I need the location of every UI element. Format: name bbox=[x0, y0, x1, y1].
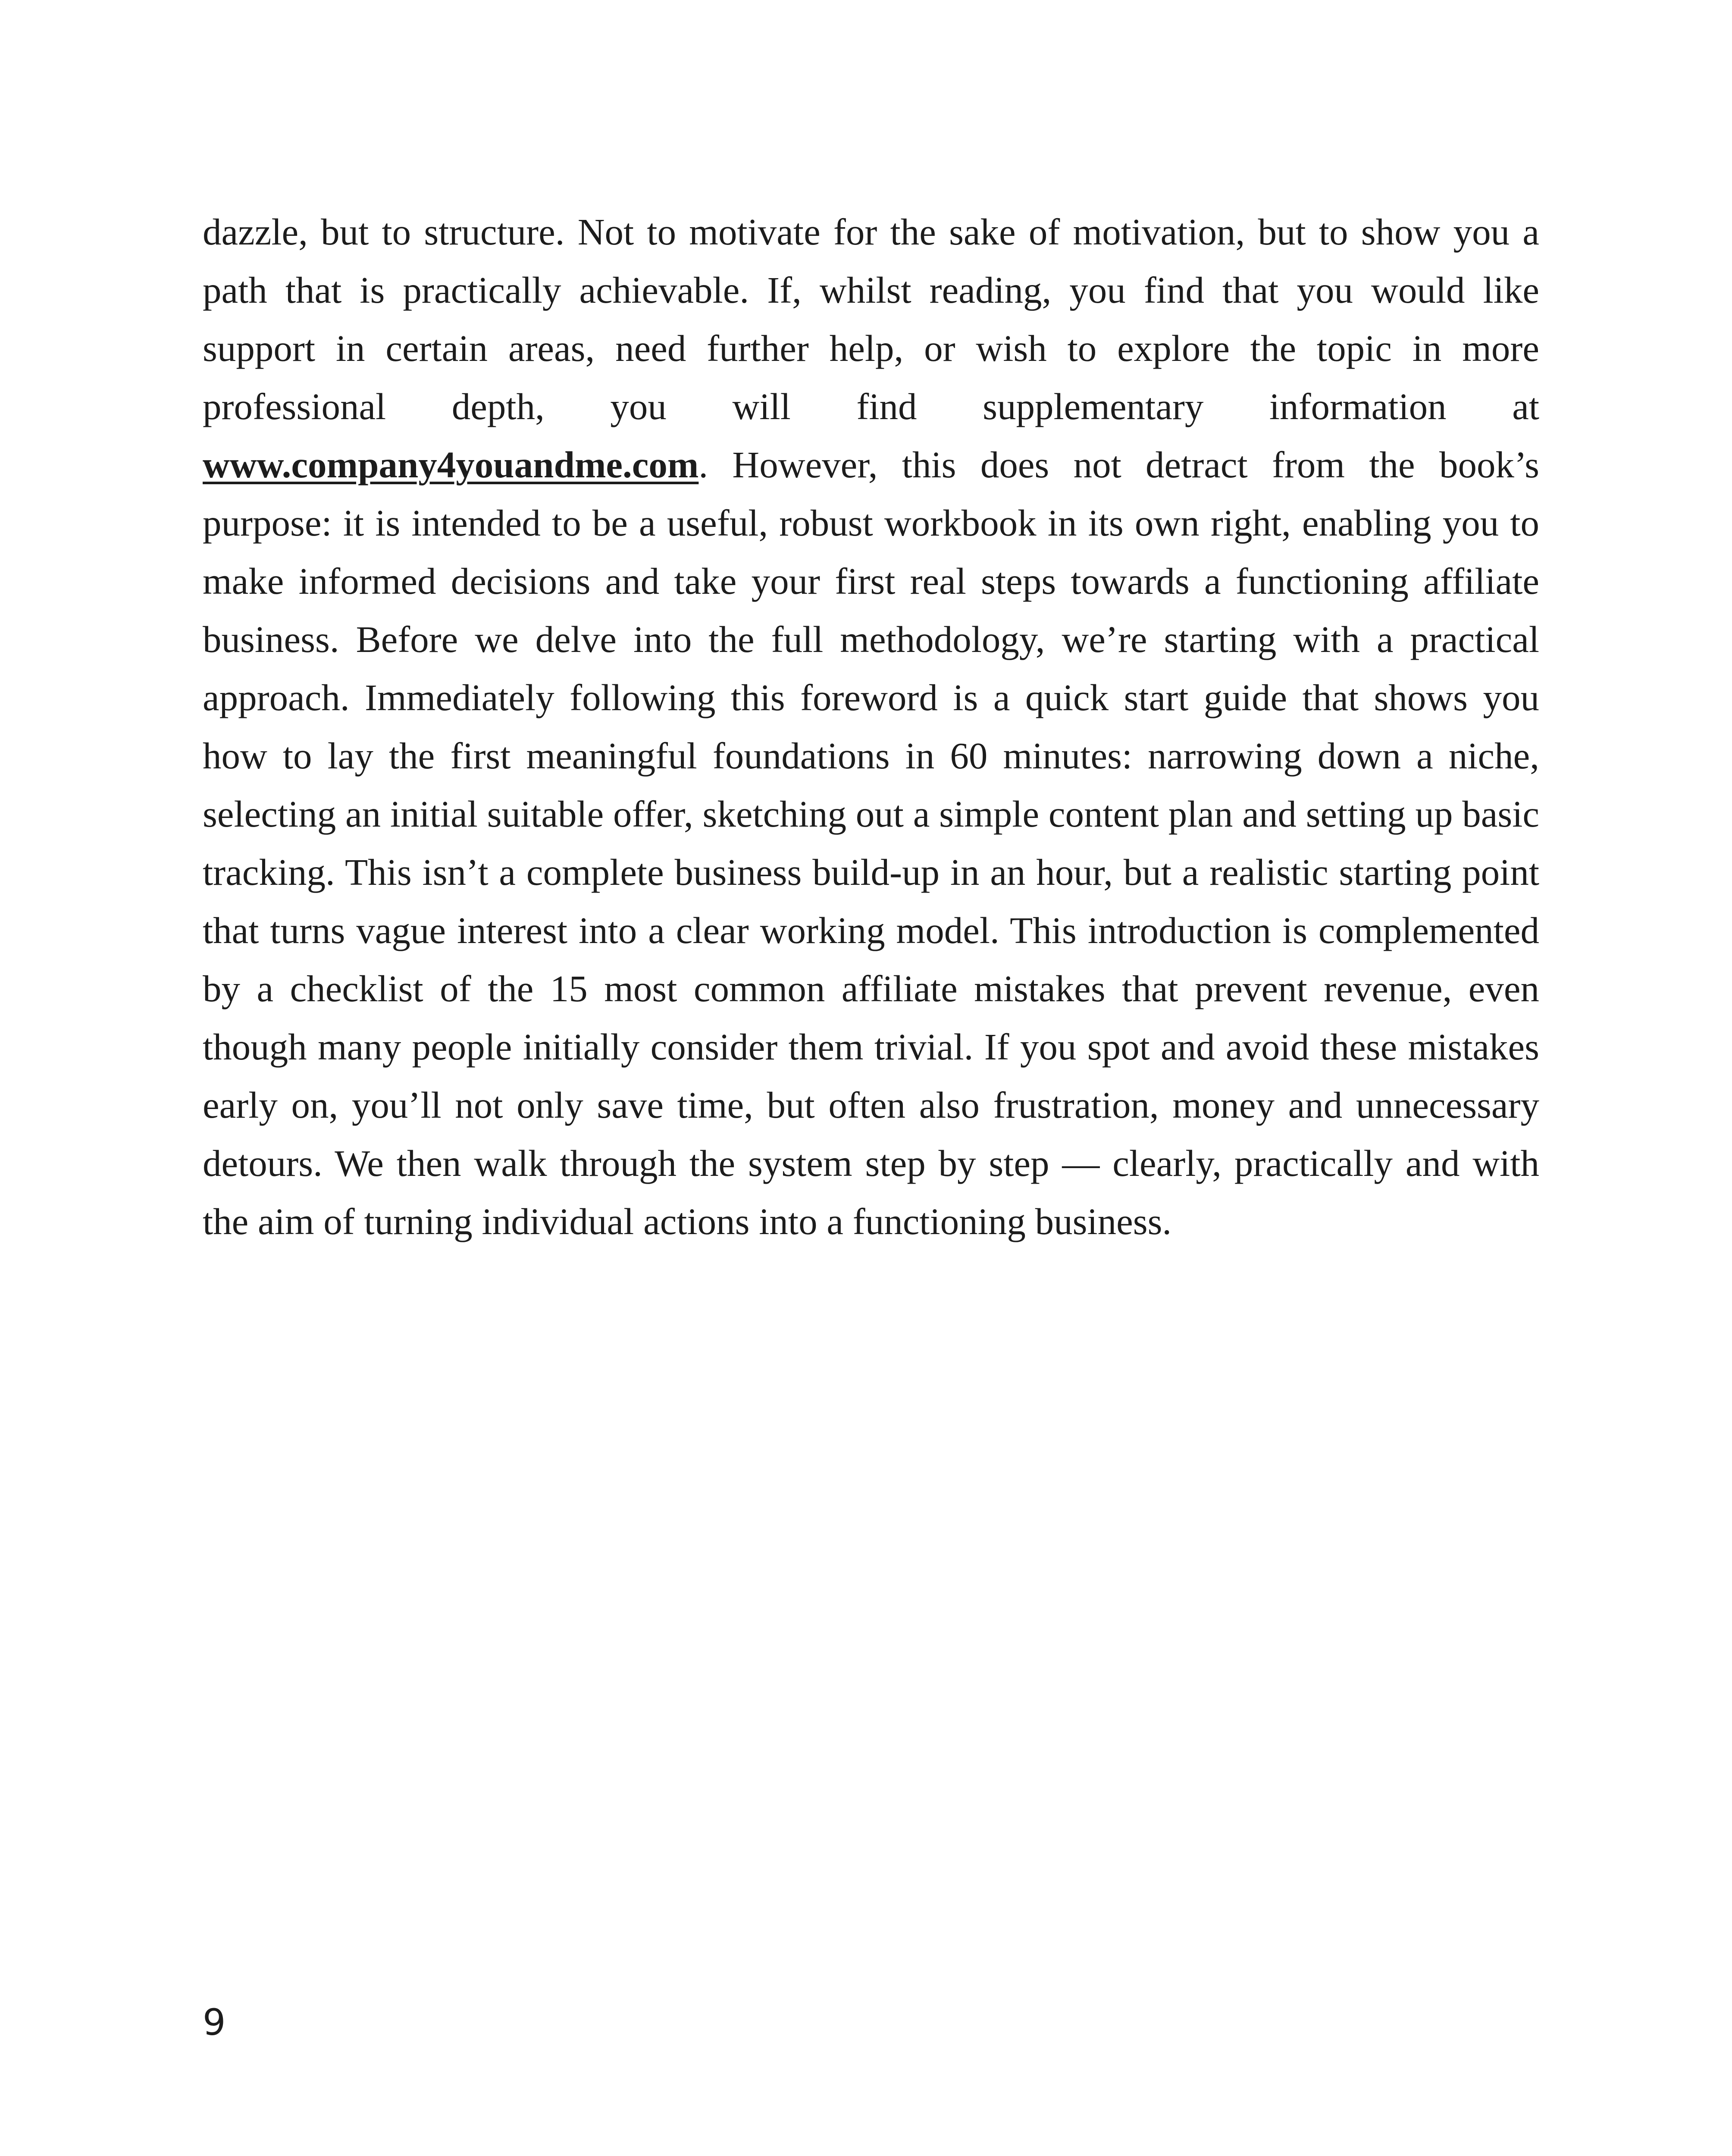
paragraph-text-after-link: . However, this does not detract from the book’s purpose: it is intended to be a useful, robust workbook in its own right, enabling you to make informed decisions and take your first real steps towards a functioning affiliate business. Before we delve into the full methodology, we’re starting with a practical approach. Immediately following this foreword is a quick start guide that shows you how to lay the first meaningful foundations in 60 minutes: narrowing down a niche, selecting an initial suitable offer, sketching out a simple content plan and setting up basic tracking. This isn’t a complete business build-up in an hour, but a realistic starting point that turns vague interest into a clear working model. This introduction is complemented by a checklist of the 15 most common affiliate mistakes that prevent revenue, even though many people initially consider them trivial. If you spot and avoid these mistakes early on, you’ll not only save time, but often also frustration, money and unnecessary detours. We then walk through the system step by step — clearly, practically and with the aim of turning individual actions into a functioning business. bbox=[203, 444, 1539, 1242]
paragraph-text-before-link: dazzle, but to structure. Not to motivate for the sake of motivation, but to show you a path that is practically achievable. If, whilst reading, you find that you would like support in certain areas, need further help, or wish to explore the topic in more professional depth, you will find supplementary information at bbox=[203, 211, 1539, 427]
body-paragraph bbox=[203, 203, 1539, 1250]
page-number: 9 bbox=[203, 2001, 226, 2043]
website-link[interactable]: www.company4youandme.com bbox=[203, 444, 699, 486]
